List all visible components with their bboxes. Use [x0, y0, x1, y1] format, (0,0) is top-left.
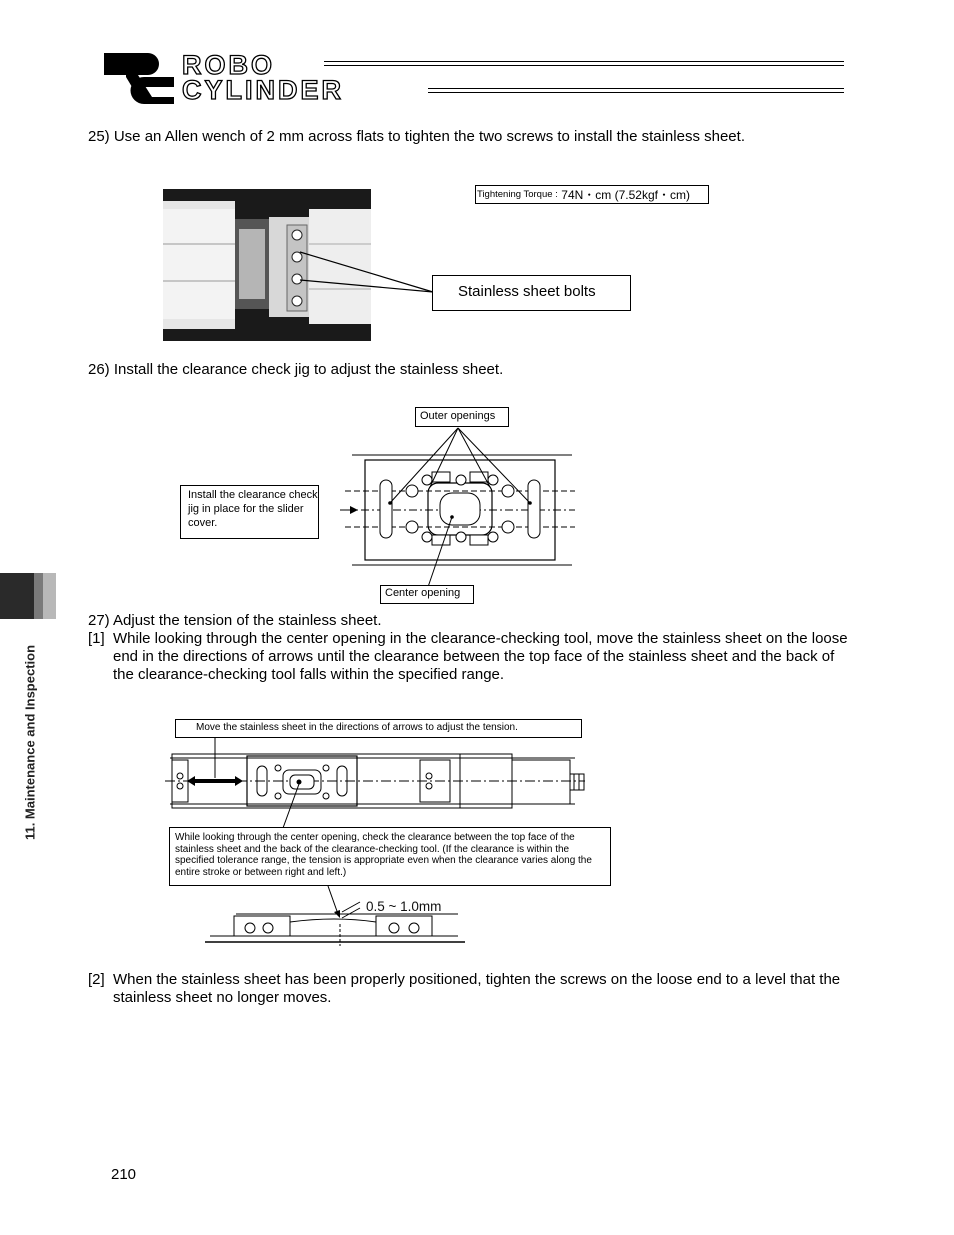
look-note-text: While looking through the center opening, check the clearance between the top face of the stainless sheet and the back of the clearance-checking tool. (If the clearance is within the specified tolerance range, the tension is appropriate even when the clearance varies along the entire stroke or between right and left.)	[175, 832, 592, 878]
center-opening-label	[380, 585, 474, 604]
torque-label: Tightening Torque :	[477, 189, 558, 200]
outer-openings-text: Outer openings	[420, 410, 496, 422]
torque-value: 74N・cm (7.52kgf・cm)	[561, 188, 690, 202]
center-opening-text: Center opening	[385, 587, 461, 599]
header-rule-top	[324, 61, 844, 62]
move-note-box	[175, 719, 582, 738]
item-2-text: When the stainless sheet has been properly positioned, tighten the screws on the loose end to a level that the stainless sheet no longer moves.	[113, 971, 841, 1006]
clearance-sideview-diagram	[200, 886, 470, 952]
step-27-text: 27) Adjust the tension of the stainless sheet.	[88, 612, 382, 629]
step-26-text: 26) Install the clearance check jig to adjust the stainless sheet.	[88, 361, 504, 378]
torque-box	[475, 185, 709, 204]
header-rule-bottom2	[428, 92, 844, 93]
install-note-box	[180, 485, 319, 539]
clearance-jig-diagram	[340, 425, 580, 590]
item-2-number: [2]	[88, 971, 105, 988]
logo-line2: CYLINDER	[182, 75, 345, 105]
header	[100, 50, 850, 105]
rc-logo-icon	[100, 50, 180, 104]
bolts-callout-text: Stainless sheet bolts	[458, 283, 596, 300]
bolts-callout	[432, 275, 631, 311]
item-1-number: [1]	[88, 630, 105, 647]
logo-line1: ROBO	[182, 50, 275, 80]
outer-openings-label	[415, 407, 509, 427]
side-tab-label: 11. Maintenance and Inspection	[22, 644, 38, 841]
header-rule-top2	[324, 65, 844, 66]
item-1-text: While looking through the center opening in the clearance-checking tool, move the stainless sheet on the loose end in the directions of arrows until the clearance between the top face of the stainless sheet and the back of the clearance-checking tool falls within the specified range.	[113, 630, 848, 683]
side-tab-block	[0, 573, 56, 619]
clearance-range-label: 0.5 ~ 1.0mm	[366, 899, 442, 914]
header-rule-bottom	[428, 88, 844, 89]
step-25-text: 25) Use an Allen wench of 2 mm across flats to tighten the two screws to install the stainless sheet.	[88, 128, 745, 145]
actuator-topview-diagram	[165, 738, 590, 828]
page-number: 210	[111, 1166, 137, 1183]
install-note-text: Install the clearance check jig in place for the slider cover.	[188, 489, 318, 529]
bolts-leader-lines	[290, 240, 440, 300]
look-note-box	[169, 827, 611, 886]
move-note-text: Move the stainless sheet in the directions of arrows to adjust the tension.	[196, 722, 518, 733]
